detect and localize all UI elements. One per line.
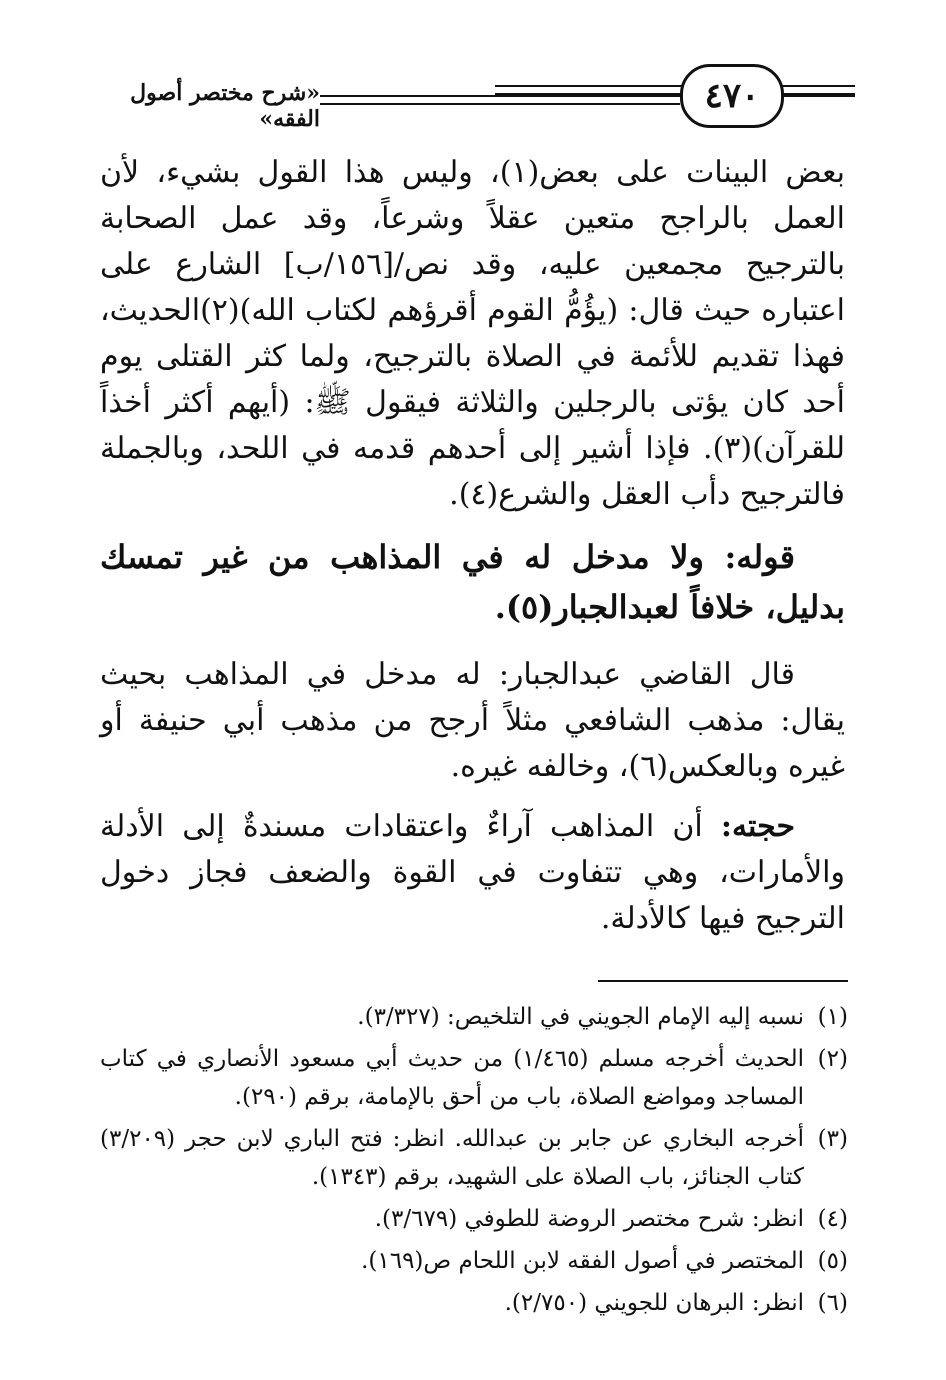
footnote — [100, 1040, 848, 1116]
footnote-number: (٥) — [817, 1248, 848, 1274]
argument-text: أن المذاهب آراءٌ واعتقادات مسندةٌ إلى الأدلة والأمارات، وهي تتفاوت في القوة والضعف فجاز دخول الترجيح فيها كالأدلة. — [100, 809, 845, 936]
footnote-text: انظر: شرح مختصر الروضة للطوفي (٣/٦٧٩). — [374, 1206, 804, 1232]
footnotes — [100, 998, 848, 1326]
footnote — [100, 1120, 848, 1196]
quoted-statement — [100, 532, 845, 632]
main-text — [100, 150, 845, 956]
statement-text: ولا مدخل له في المذاهب من غير تمسك بدليل، خلافاً لعبدالجبار(٥). — [100, 538, 845, 626]
footnote-text: الحديث أخرجه مسلم (١/٤٦٥) من حديث أبي مسعود الأنصاري في كتاب المساجد ومواضع الصلاة، باب من أحق بالإمامة، برقم (٢٩٠). — [100, 1046, 804, 1110]
running-title: «شرح مختصر أصول الفقه» — [130, 80, 320, 132]
paragraph-2: قال القاضي عبدالجبار: له مدخل في المذاهب بحيث يقال: مذهب الشافعي مثلاً أرجح من مذهب أبي حنيفة أو غيره وبالعكس(٦)، وخالفه غيره. — [100, 657, 845, 784]
footnote — [100, 1242, 848, 1280]
header-rule — [320, 95, 680, 97]
footnote — [100, 1200, 848, 1238]
page-header — [95, 58, 855, 132]
footnote-text: انظر: البرهان للجويني (٢/٧٥٠). — [504, 1290, 804, 1316]
footnote-number: (٤) — [817, 1206, 848, 1232]
argument-label: حجته: — [720, 809, 795, 844]
footnote — [100, 1284, 848, 1322]
header-rule — [495, 85, 855, 87]
footnote-number: (١) — [817, 1004, 848, 1030]
page-number: ٤٧٠ — [680, 64, 784, 128]
footnote — [100, 998, 848, 1036]
footnote-text: أخرجه البخاري عن جابر بن عبدالله. انظر: فتح الباري لابن حجر (٣/٢٠٩) كتاب الجنائز، باب الصلاة على الشهيد، برقم (١٣٤٣). — [100, 1126, 804, 1190]
statement-label: قوله: — [724, 538, 795, 576]
footnote-number: (٣) — [817, 1126, 848, 1152]
footnote-number: (٢) — [817, 1046, 848, 1072]
footnote-number: (٦) — [817, 1290, 848, 1316]
paragraph-3 — [100, 804, 845, 942]
footnote-text: المختصر في أصول الفقه لابن اللحام ص(١٦٩). — [361, 1248, 804, 1274]
header-rule — [320, 103, 680, 105]
footnote-divider — [598, 980, 848, 982]
footnote-text: نسبه إليه الإمام الجويني في التلخيص: (٣/٣٢٧). — [357, 1004, 804, 1030]
paragraph-1: بعض البينات على بعض(١)، وليس هذا القول بشيء، لأن العمل بالراجح متعين عقلاً وشرعاً، وقد عمل الصحابة بالترجيح مجمعين عليه، وقد نص/[١٥٦/ب] الشارع على اعتباره حيث قال: (يؤُمُّ القوم أقرؤهم لكتاب الله)(٢)الحديث، فهذا تقديم للأئمة في الصلاة بالترجيح، ولما كثر القتلى يوم أحد كان يؤتى بالرجلين والثلاثة فيقول ﷺ: (أيهم أكثر أخذاً للقرآن)(٣). فإذا أشير إلى أحدهم قدمه في اللحد، وبالجملة فالترجيح دأب العقل والشرع(٤). — [100, 155, 846, 512]
